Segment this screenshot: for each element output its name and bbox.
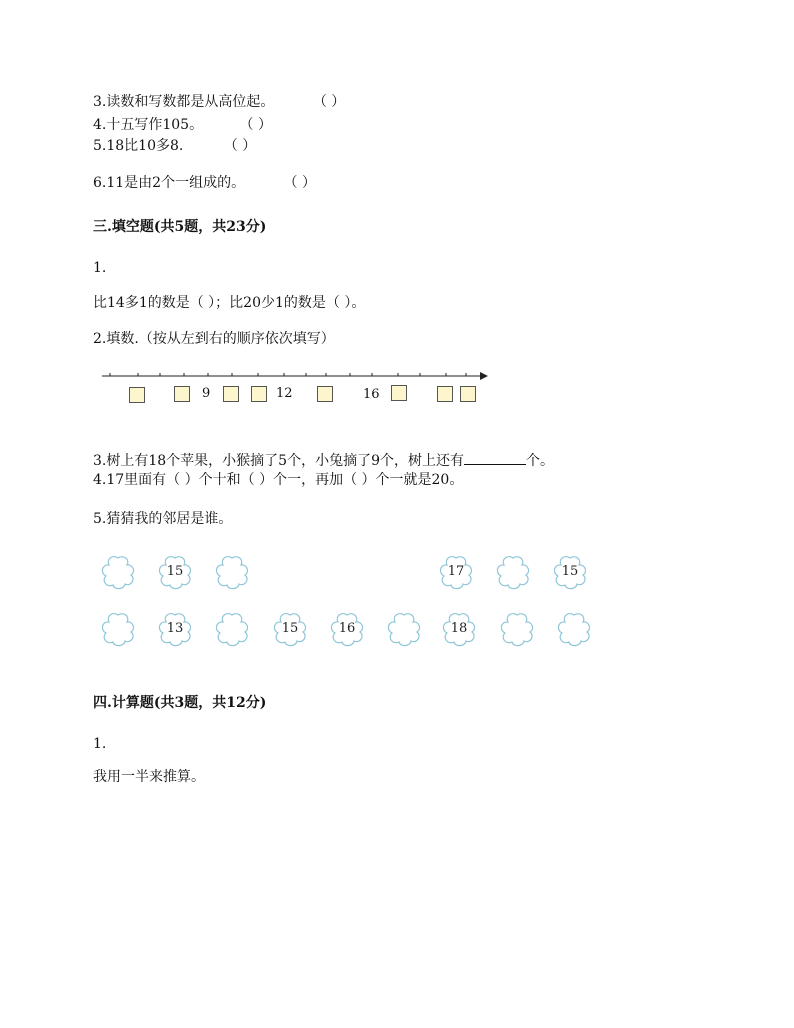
- number-line-axis: [100, 368, 490, 384]
- s3-q4-text: 4.17里面有（ ）个十和（ ）个一，再加（ ）个一就是20。: [93, 472, 464, 488]
- question-3-text: 3.读数和写数都是从高位起。: [93, 94, 275, 110]
- number-line-box-3[interactable]: [223, 386, 239, 402]
- flower-outline-icon: [384, 609, 424, 649]
- number-line-label-9: 9: [202, 386, 211, 401]
- question-5: [93, 137, 256, 155]
- flower-outline-icon: [497, 609, 537, 649]
- flower-row1-3: [212, 552, 252, 592]
- question-4: [93, 116, 272, 134]
- s4-q1-number: 1.: [93, 736, 107, 752]
- flower-row2-4: [270, 609, 310, 649]
- s3-q1-text: 比14多1的数是（ ）；比20少1的数是（ ）。: [93, 295, 366, 311]
- answer-paren-4: （ ）: [239, 117, 272, 133]
- s3-q3: [93, 451, 554, 470]
- number-line-label-12: 12: [276, 386, 293, 401]
- number-line-box-5[interactable]: [317, 386, 333, 402]
- flower-outline-icon: [554, 609, 594, 649]
- answer-paren-6: （ ）: [283, 175, 316, 191]
- flower-row2-3: [212, 609, 252, 649]
- flower-number: 13: [166, 621, 184, 636]
- flower-row1-5: [493, 552, 533, 592]
- flower-outline-icon: [212, 552, 252, 592]
- answer-blank[interactable]: [464, 451, 526, 465]
- flower-row2-5: [327, 609, 367, 649]
- flower-number: 15: [281, 621, 299, 636]
- flower-row2-2: [155, 609, 195, 649]
- answer-paren-3: （ ）: [312, 94, 346, 110]
- s3-q3-text-a: 3.树上有18个苹果，小猴摘了5个，小兔摘了9个，树上还有: [93, 453, 464, 469]
- flower-row2-1: [98, 609, 138, 649]
- s4-q1-text: 我用一半来推算。: [93, 769, 205, 785]
- number-line: [100, 368, 490, 384]
- number-line-box-7[interactable]: [437, 386, 453, 402]
- flower-row1-2: [155, 552, 195, 592]
- flower-row2-7: [439, 609, 479, 649]
- flower-number: 17: [447, 564, 465, 579]
- section-4-title: 四.计算题(共3题，共12分): [93, 695, 267, 711]
- answer-paren-5: （ ）: [223, 138, 257, 154]
- flower-number: 15: [166, 564, 184, 579]
- question-6: [93, 174, 316, 192]
- section-3-title: 三.填空题(共5题，共23分): [93, 219, 267, 235]
- flower-row1-1: [98, 552, 138, 592]
- flower-row2-6: [384, 609, 424, 649]
- flower-row1-6: [550, 552, 590, 592]
- number-line-box-1[interactable]: [129, 387, 145, 403]
- flower-row2-8: [497, 609, 537, 649]
- flower-number: 16: [338, 621, 356, 636]
- s3-q3-text-b: 个。: [526, 453, 554, 469]
- number-line-box-6[interactable]: [391, 385, 407, 401]
- question-5-text: 5.18比10多8.: [93, 138, 184, 154]
- number-line-box-4[interactable]: [251, 386, 267, 402]
- flower-row2-9: [554, 609, 594, 649]
- flower-number: 18: [450, 621, 468, 636]
- number-line-box-2[interactable]: [174, 386, 190, 402]
- flower-outline-icon: [98, 609, 138, 649]
- flower-row1-4: [436, 552, 476, 592]
- s3-q5-text: 5.猜猜我的邻居是谁。: [93, 511, 233, 527]
- flower-outline-icon: [98, 552, 138, 592]
- flower-outline-icon: [212, 609, 252, 649]
- flower-outline-icon: [493, 552, 533, 592]
- number-line-box-8[interactable]: [460, 386, 476, 402]
- s3-q2-text: 2.填数.（按从左到右的顺序依次填写）: [93, 331, 335, 347]
- flower-number: 15: [561, 564, 579, 579]
- number-line-label-16: 16: [363, 387, 380, 402]
- question-4-text: 4.十五写作105。: [93, 117, 204, 133]
- question-3: [93, 93, 345, 111]
- question-6-text: 6.11是由2个一组成的。: [93, 175, 246, 191]
- s3-q1-number: 1.: [93, 260, 107, 276]
